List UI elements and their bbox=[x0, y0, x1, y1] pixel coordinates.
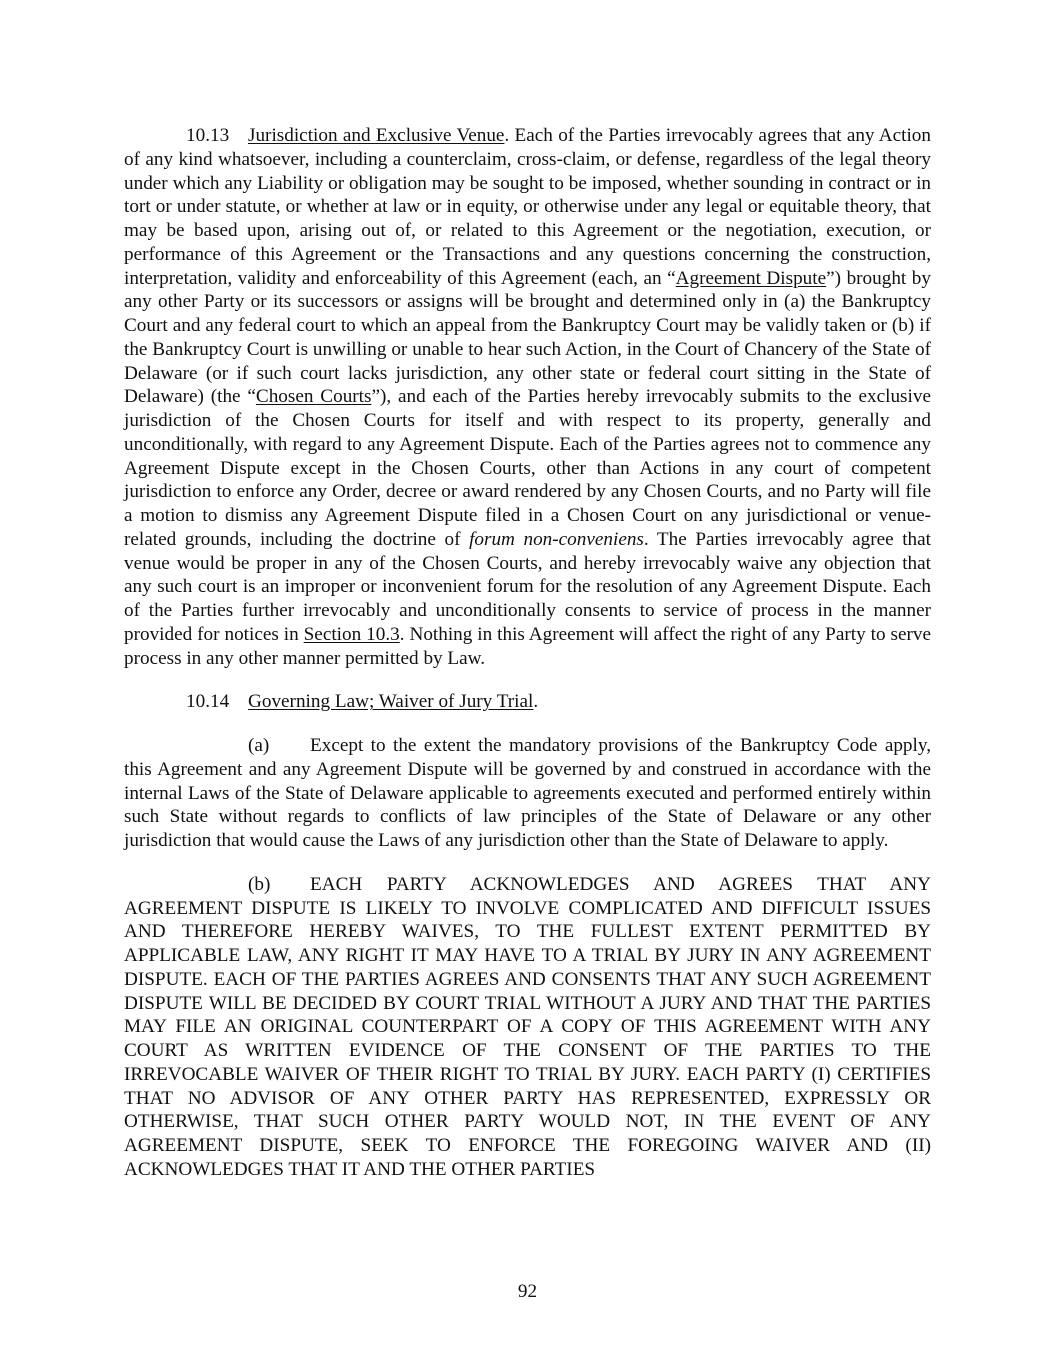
section-10-13-paragraph bbox=[124, 124, 931, 670]
defined-term: Chosen Courts bbox=[255, 386, 372, 408]
paragraph-text: ”), and each of the Parties hereby irrevocably submits to the exclusive jurisdiction of the Chosen Courts for itself and with respect to its property, generally and unconditionally, with regard to any Agreement Dispute. Each of the Parties agrees not to commence any Agreement Dispute except in the Chosen Courts, other than Actions in any court of competent jurisdiction to enforce any Order, decree or award rendered by any Chosen Courts, and no Party will file a motion to dismiss any Agreement Dispute filed in a Chosen Court on any jurisdictional or venue-related grounds, including the doctrine of bbox=[124, 386, 931, 550]
paragraph-text: . Each of the Parties irrevocably agrees that any Action of any kind whatsoever, including a counterclaim, cross-claim, or defense, regardless of the legal theory under which any Liability or obligation may be sought to be imposed, whether sounding in contract or in tort or under statute, or whether at law or in equity, or otherwise under any legal or equitable theory, that may be based upon, arising out of, or related to this Agreement or the negotiation, execution, or performance of this Agreement or the Transactions and any questions concerning the construction, interpretation, validity and enforceability of this Agreement (each, an “ bbox=[124, 125, 931, 289]
page-number: 92 bbox=[517, 1281, 538, 1302]
italic-phrase: forum non-conveniens bbox=[469, 528, 644, 550]
spacer bbox=[124, 853, 931, 873]
paragraph-text: Except to the extent the mandatory provisions of the Bankruptcy Code apply, this Agreement and any Agreement Dispute will be governed by and construed in accordance with the internal Laws of the State of Delaware applicable to agreements executed and performed entirely within such State without regards to conflicts of law principles of the State of Delaware or any other jurisdiction that would cause the Laws of any jurisdiction other than the State of Delaware to apply. bbox=[124, 735, 931, 851]
subsection-b-paragraph bbox=[124, 873, 931, 1182]
section-number: 10.14 bbox=[186, 691, 230, 713]
paragraph-text: . Nothing in this Agreement will affect the right of any Party to serve process in any other manner permitted by Law. bbox=[124, 623, 931, 669]
section-reference: Section 10.3 bbox=[303, 623, 400, 645]
section-number: 10.13 bbox=[186, 125, 230, 146]
section-heading: Governing Law; Waiver of Jury Trial bbox=[248, 691, 534, 713]
spacer bbox=[124, 714, 931, 734]
section-heading: Jurisdiction and Exclusive Venue bbox=[248, 125, 505, 146]
spacer bbox=[124, 670, 931, 690]
paragraph-text: ”) brought by any other Party or its successors or assigns will be brought and determined only in (a) the Bankruptcy Court and any federal court to which an appeal from the Bankruptcy Court may be validly taken or (b) if the Bankruptcy Court is unwilling or unable to hear such Action, in the Court of Chancery of the State of Delaware (or if such court lacks jurisdiction, any other state or federal court sitting in the State of Delaware) (the “ bbox=[124, 267, 931, 408]
section-10-14-heading-line bbox=[124, 690, 931, 714]
subsection-a-paragraph bbox=[124, 734, 931, 853]
subsection-label: (a) bbox=[248, 735, 270, 756]
document-page bbox=[124, 124, 931, 1182]
subsection-label: (b) bbox=[248, 873, 271, 895]
paragraph-text: . The Parties irrevocably agree that venue would be proper in any of the Chosen Courts, and hereby irrevocably waive any objection that any such court is an improper or inconvenient forum for the resolution of any Agreement Dispute. Each of the Parties further irrevocably and unconditionally consents to service of process in the manner provided for notices in bbox=[124, 528, 931, 645]
paragraph-text: EACH PARTY ACKNOWLEDGES AND AGREES THAT ANY AGREEMENT DISPUTE IS LIKELY TO INVOLVE COMPLICATED AND DIFFICULT ISSUES AND THEREFORE HEREBY WAIVES, TO THE FULLEST EXTENT PERMITTED BY APPLICABLE LAW, ANY RIGHT IT MAY HAVE TO A TRIAL BY JURY IN ANY AGREEMENT DISPUTE. EACH OF THE PARTIES AGREES AND CONSENTS THAT ANY SUCH AGREEMENT DISPUTE WILL BE DECIDED BY COURT TRIAL WITHOUT A JURY AND THAT THE PARTIES MAY FILE AN ORIGINAL COUNTERPART OF A COPY OF THIS AGREEMENT WITH ANY COURT AS WRITTEN EVIDENCE OF THE CONSENT OF THE PARTIES TO THE IRREVOCABLE WAIVER OF THEIR RIGHT TO TRIAL BY JURY. EACH PARTY (I) CERTIFIES THAT NO ADVISOR OF ANY OTHER PARTY HAS REPRESENTED, EXPRESSLY OR OTHERWISE, THAT SUCH OTHER PARTY WOULD NOT, IN THE EVENT OF ANY AGREEMENT DISPUTE, SEEK TO ENFORCE THE FOREGOING WAIVER AND (II) ACKNOWLEDGES THAT IT AND THE OTHER PARTIES bbox=[124, 873, 931, 1180]
defined-term: Agreement Dispute bbox=[675, 267, 827, 289]
heading-punctuation: . bbox=[533, 691, 539, 713]
